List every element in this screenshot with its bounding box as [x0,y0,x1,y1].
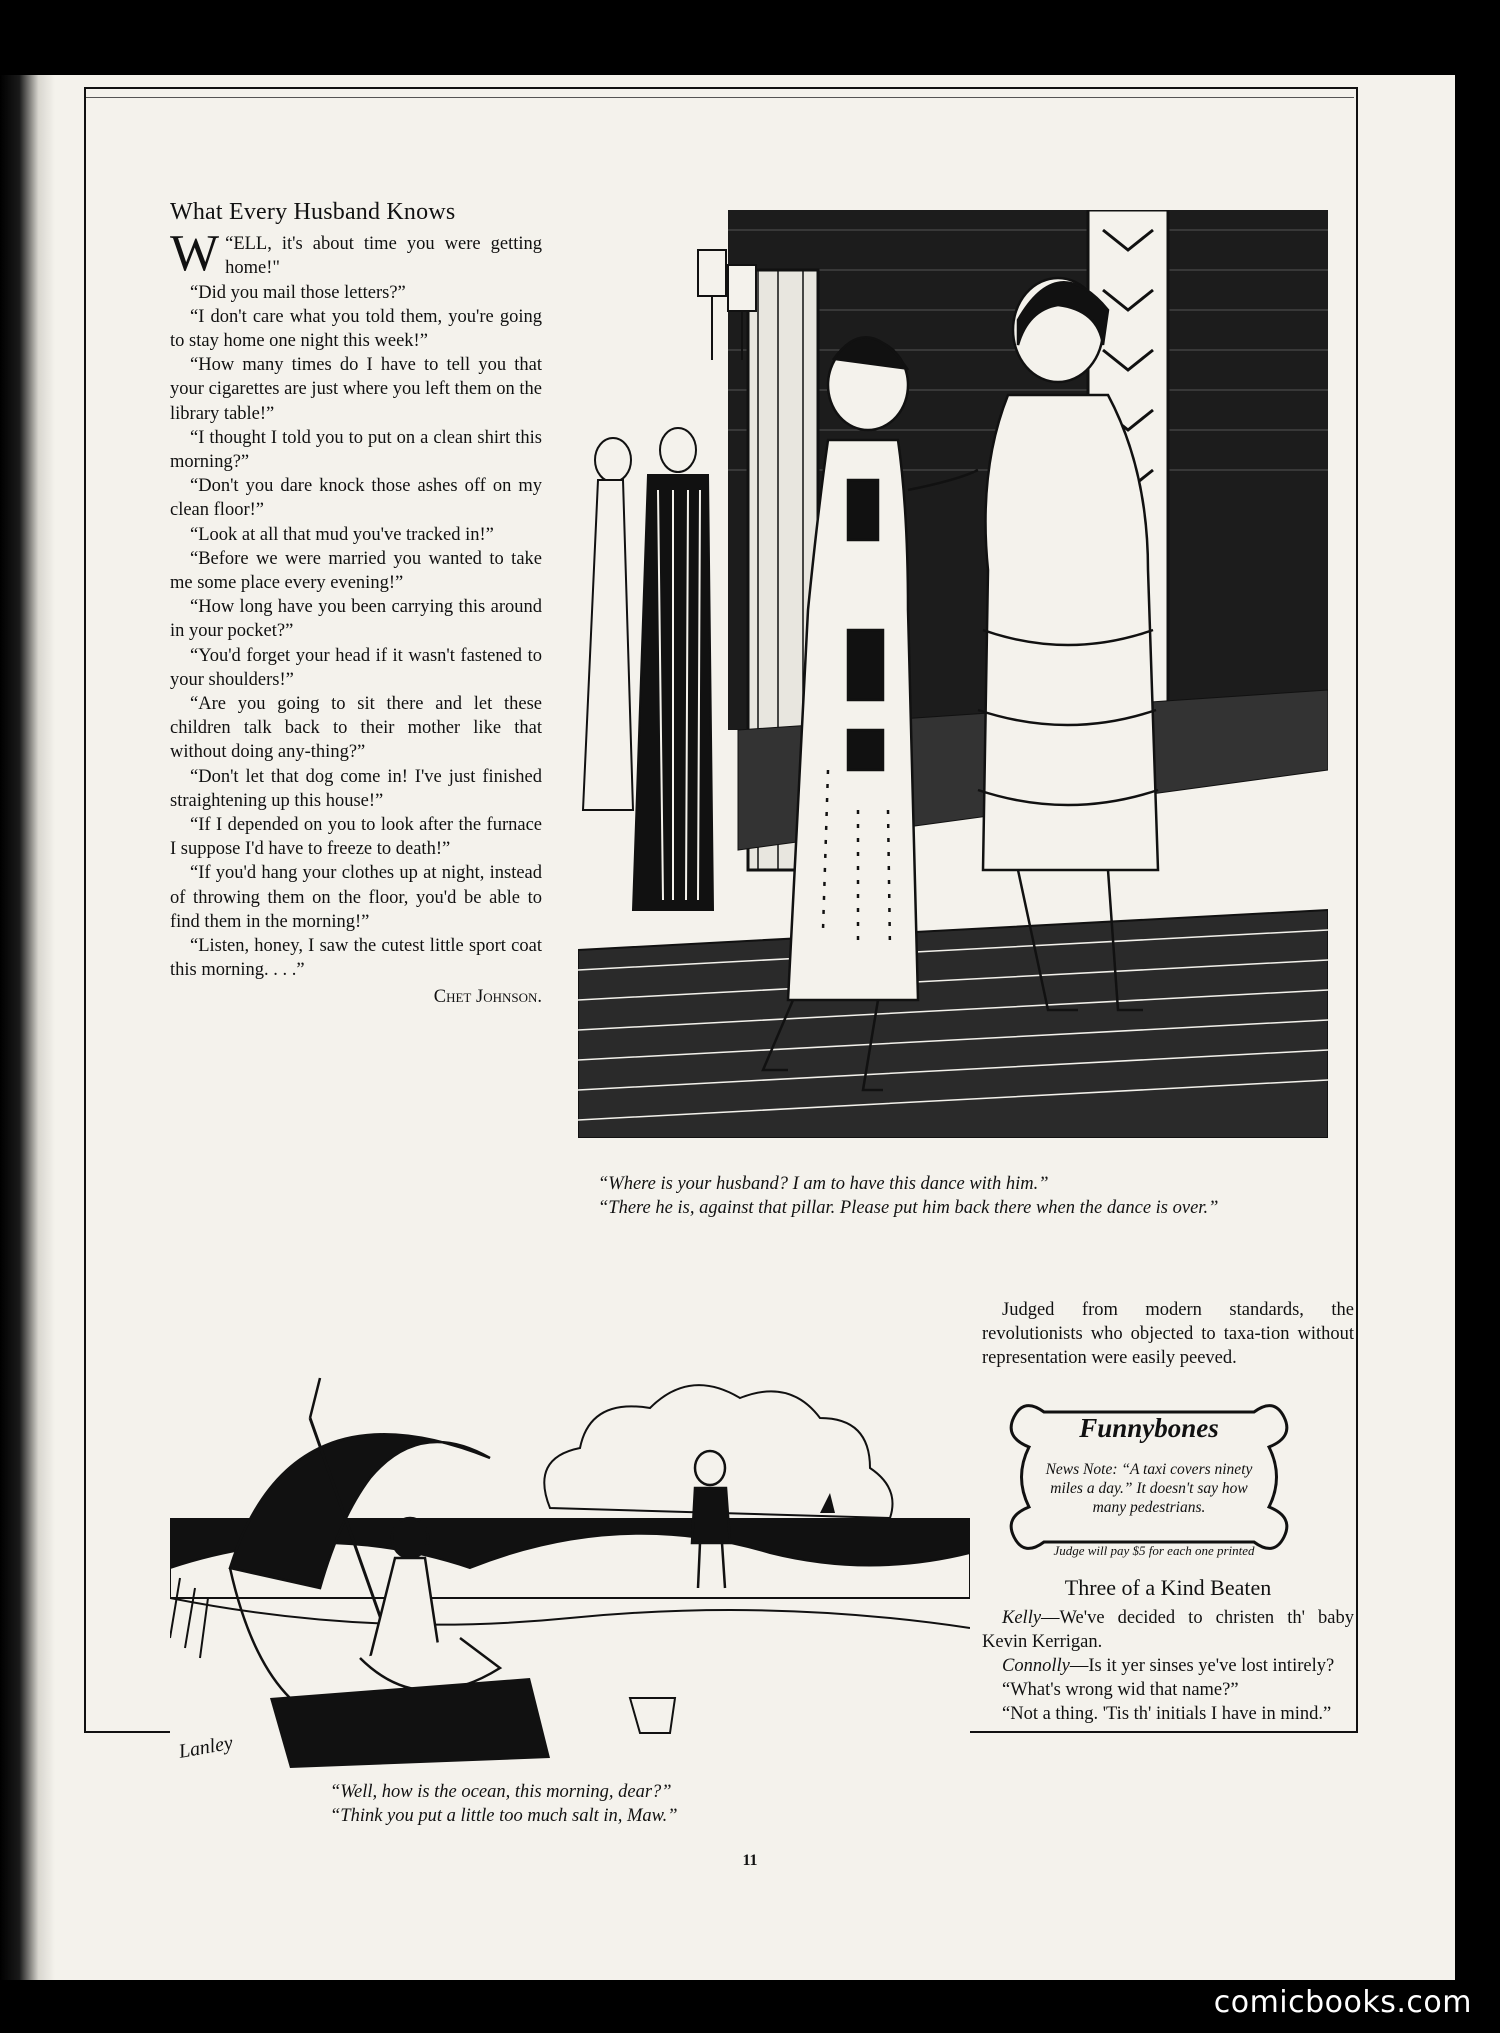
article-paragraph: “Don't you dare knock those ashes off on my clean floor!” [170,476,542,521]
dialogue-line: Kelly—We've decided to christen th' baby Kevin Kerrigan. [982,1608,1354,1652]
caption-line: “Where is your husband? I am to have this dance with him.” [598,1174,1049,1194]
funnybones-note: News Note: “A taxi covers ninety miles a day.” It doesn't say how many pedestrians. [1045,1461,1253,1516]
ballroom-illustration [578,210,1328,1138]
article-paragraph: “Before we were married you wanted to take me some place every evening!” [170,548,542,594]
dialogue-line: “What's wrong wid that name?” [1002,1680,1239,1700]
article-paragraph: “If you'd hang your clothes up at night, instead of throwing them on the floor, you'd be able to find them in the morning!” [170,863,542,932]
article-paragraph: “Listen, honey, I saw the cutest little sport coat this morning. . . .” [170,936,542,981]
article-paragraph: “How long have you been carrying this around in your pocket?” [170,597,542,642]
article-paragraph: “Are you going to sit there and let these children talk back to their mother like that without doing any-thing?” [170,694,542,763]
caption-line: “Well, how is the ocean, this morning, dear?” [330,1782,672,1802]
quip-paragraph: Judged from modern standards, the revolutionists who objected to taxa-tion without representation were easily peeved. [982,1300,1354,1368]
husband-article [170,200,542,1009]
page-number: 11 [742,1852,758,1869]
article-title: What Every Husband Knows [170,199,456,225]
three-kind-title: Three of a Kind Beaten [1064,1575,1272,1600]
article-paragraph: “I don't care what you told them, you're going to stay home one night this week!” [170,306,542,352]
article-paragraph: “You'd forget your head if it wasn't fastened to your shoulders!” [170,645,542,690]
article-paragraph: “Look at all that mud you've tracked in!” [190,524,494,545]
article-paragraph: “Did you mail those letters?” [190,282,406,303]
article-paragraph: “Don't let that dog come in! I've just finished straightening up this house!” [170,766,542,811]
beach-illustration [170,1338,970,1778]
caption-line: “There he is, against that pillar. Please put him back there when the dance is over.” [598,1198,1219,1218]
caption-line: “Think you put a little too much salt in, Maw.” [330,1806,678,1826]
floor-planks [578,910,1328,1138]
dialogue-line: Connolly—Is it yer sinses ye've lost intirely? [1002,1656,1335,1676]
artist-signature: Lanley [177,1731,235,1763]
funnybones-title: Funnybones [1079,1413,1219,1443]
article-first-paragraph: “ W ELL, it's about time you were getting home!" [170,225,542,283]
funnybones-pay: Judge will pay $5 for each one printed [1053,1543,1255,1558]
article-byline: Chet Johnson. [433,986,542,1007]
article-paragraph: “If I depended on you to look after the furnace I suppose I'd have to freeze to death!” [170,815,542,860]
book-spine [0,75,55,1980]
right-column [982,1298,1354,1726]
article-paragraph: “How many times do I have to tell you that your cigarettes are just where you left them on the library table!” [170,355,542,424]
article-paragraph: “I thought I told you to put on a clean shirt this morning?” [170,427,542,473]
dialogue-line: “Not a thing. 'Tis th' initials I have in mind.” [1002,1704,1332,1724]
funnybones-box [1004,1392,1294,1562]
site-watermark: comicbooks.com [1213,1985,1472,2020]
ballroom-caption [578,1172,1338,1220]
drop-cap: W [170,225,220,283]
beach-caption [330,1780,950,1828]
